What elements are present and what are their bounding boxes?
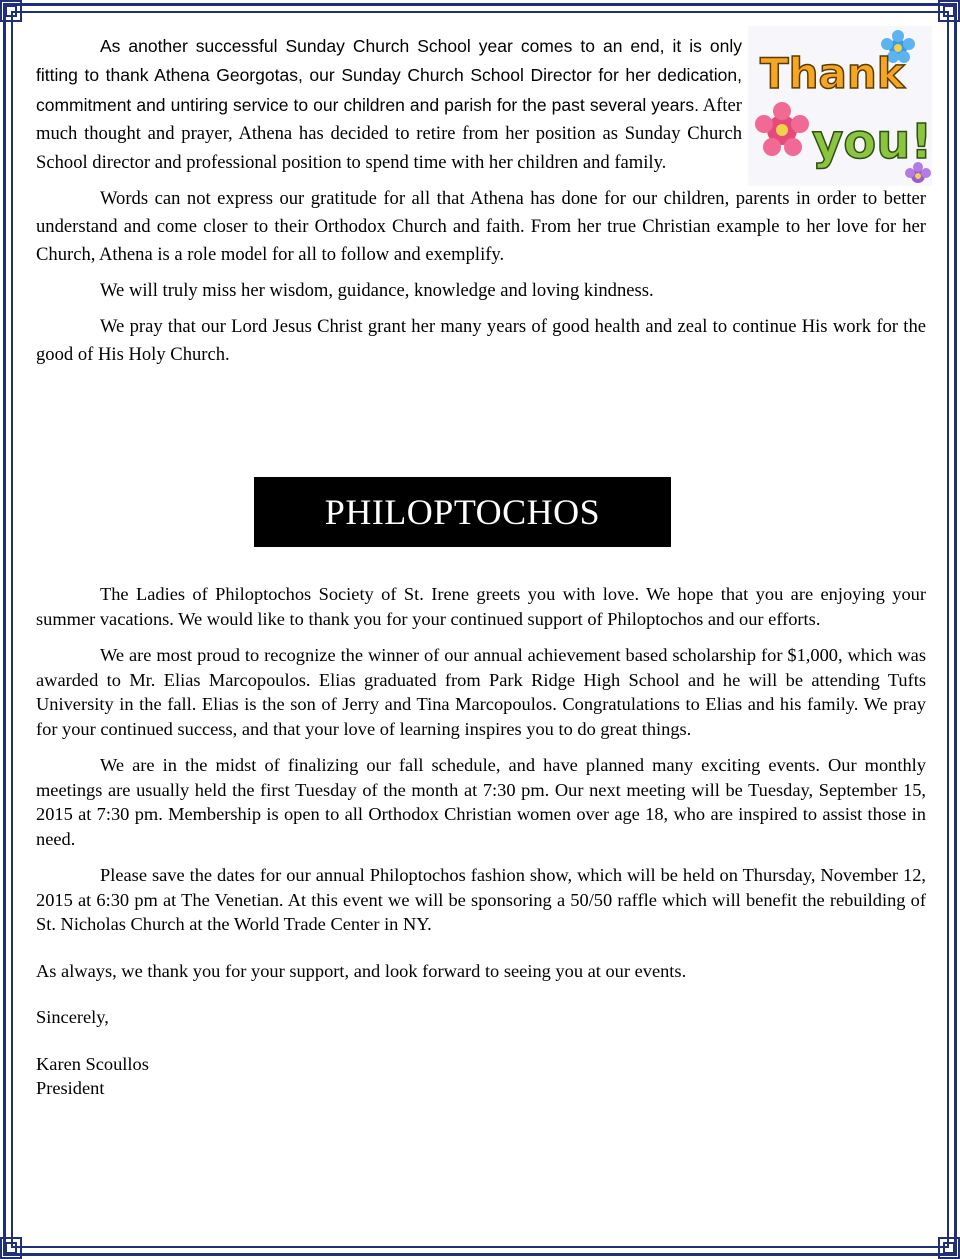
corner-ornament-icon — [0, 1237, 22, 1259]
church-school-paragraph-3: We will truly miss her wisdom, guidance, knowledge and loving kindness. — [100, 280, 654, 302]
philoptochos-paragraph-5: As always, we thank you for your support, and look forward to seeing you at our events. — [36, 960, 687, 981]
church-school-paragraph-1 — [36, 32, 742, 177]
closing: Sincerely, — [36, 1007, 109, 1027]
signer-name: Karen Scoullos — [36, 1053, 149, 1074]
church-school-section — [36, 32, 926, 369]
paragraph-1a: As another successful Sunday Church School year comes to an end, it is only fitting to thank Athena Georgotas, our Sunday Church School Director for her dedication, commitment and untiring service to our children and parish for the past several years. — [36, 36, 742, 115]
church-school-paragraph-2: Words can not express our gratitude for all that Athena has done for our children, parents in order to better understand and come closer to their Orthodox Church and faith. From her true Christian example to her love for her Church, Athena is a role model for all to follow and exemplify. — [36, 188, 926, 266]
church-school-paragraph-4: We pray that our Lord Jesus Christ grant her many years of good health and zeal to continue His work for the good of His Holy Church. — [36, 316, 926, 366]
signer-title: President — [36, 1078, 105, 1098]
corner-ornament-icon — [0, 0, 22, 22]
philoptochos-paragraph-1: The Ladies of Philoptochos Society of St. Irene greets you with love. We hope that you are enjoying your summer vacations. We would like to thank you for your continued support of Philoptochos and our efforts. — [36, 584, 926, 629]
corner-ornament-icon — [938, 1237, 960, 1259]
philoptochos-paragraph-4: Please save the dates for our annual Philoptochos fashion show, which will be held on Thursday, November 12, 2015 at 6:30 pm at The Venetian. At this event we will be sponsoring a 50/50 raffle which will benefit the rebuilding of St. Nicholas Church at the World Trade Center in NY. — [36, 865, 926, 934]
philoptochos-paragraph-3: We are in the midst of finalizing our fall schedule, and have planned many exciting events. Our monthly meetings are usually held the first Tuesday of the month at 7:30 pm. Our next meeting will be Tuesday, September 15, 2015 at 7:30 pm. Membership is open to all Orthodox Christian women over age 18, who are inspired to assist those in need. — [36, 755, 926, 849]
philoptochos-paragraph-2: We are most proud to recognize the winner of our annual achievement based scholarship for $1,000, which was awarded to Mr. Elias Marcopoulos. Elias graduated from Park Ridge High School and he will be attending Tufts University in the fall. Elias is the son of Jerry and Tina Marcopoulos. Congratulations to Elias and his family. We pray for your continued success, and that your love of learning inspires you to do great things. — [36, 645, 926, 739]
thank-you-word2: you! — [812, 114, 932, 170]
paragraph-1b: After much thought and prayer, Athena has decided to retire from her position as Sunday Church School director and professional position to spend time with her children and family. — [36, 94, 742, 173]
philoptochos-banner: PHILOPTOCHOS — [254, 477, 671, 547]
philoptochos-section — [36, 582, 926, 1101]
corner-ornament-icon — [938, 0, 960, 22]
thank-you-word1: Thank — [760, 49, 905, 98]
